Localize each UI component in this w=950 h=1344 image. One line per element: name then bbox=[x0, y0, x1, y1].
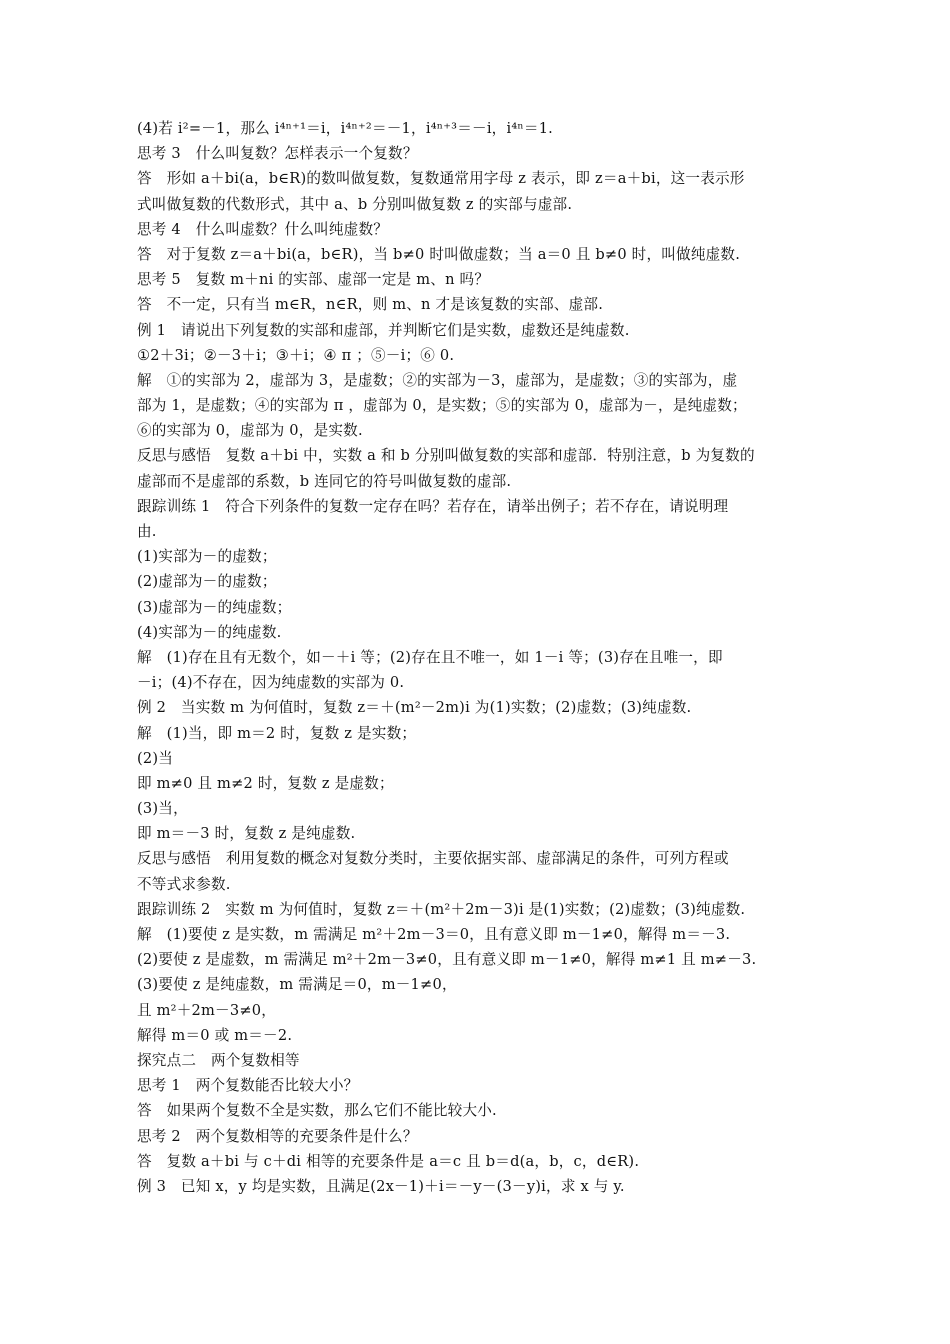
text-line: 部为 1，是虚数；④的实部为 π ，虚部为 0，是实数；⑤的实部为 0，虚部为－，是纯虚数； bbox=[137, 397, 747, 415]
text-line: 即 m≠0 且 m≠2 时，复数 z 是虚数； bbox=[137, 774, 394, 792]
text-line: 式叫做复数的代数形式，其中 a、b 分别叫做复数 z 的实部与虚部. bbox=[137, 195, 573, 213]
text-line: (4)实部为－的纯虚数. bbox=[137, 623, 282, 641]
text-line: (4)若 i²=－1，那么 i⁴ⁿ⁺¹＝i，i⁴ⁿ⁺²＝－1，i⁴ⁿ⁺³＝－i，i⁴ⁿ＝1. bbox=[137, 120, 554, 137]
text-line: 答 形如 a＋bi(a，b∈R)的数叫做复数，复数通常用字母 z 表示，即 z＝a＋bi，这一表示形 bbox=[137, 170, 745, 188]
text-line: (2)要使 z 是虚数，m 需满足 m²＋2m－3≠0，且有意义即 m－1≠0，解得 m≠1 且 m≠－3. bbox=[137, 951, 757, 969]
text-line: 思考 2 两个复数相等的充要条件是什么？ bbox=[137, 1127, 418, 1145]
text-line: 思考 5 复数 m＋ni 的实部、虚部一定是 m、n 吗？ bbox=[137, 271, 490, 289]
text-line: (3)虚部为－的纯虚数； bbox=[137, 598, 292, 616]
text-line: 例 3 已知 x，y 均是实数，且满足(2x－1)＋i＝－y－(3－y)i，求 x 与 y. bbox=[137, 1177, 625, 1195]
text-line: (1)实部为－的虚数； bbox=[137, 548, 277, 566]
text-line: 答 对于复数 z＝a＋bi(a，b∈R)，当 b≠0 时叫做虚数；当 a＝0 且 b≠0 时，叫做纯虚数. bbox=[137, 245, 741, 263]
text-line: 思考 4 什么叫虚数？什么叫纯虚数？ bbox=[137, 220, 389, 238]
text-line: 答 复数 a＋bi 与 c＋di 相等的充要条件是 a＝c 且 b＝d(a，b，c，d∈R). bbox=[137, 1152, 640, 1170]
text-line: 答 如果两个复数不全是实数，那么它们不能比较大小. bbox=[137, 1102, 497, 1120]
text-line: 解得 m＝0 或 m＝－2. bbox=[137, 1026, 293, 1044]
text-line: (2)当 bbox=[137, 749, 174, 767]
text-line: 由. bbox=[137, 523, 157, 540]
text-line: 虚部而不是虚部的系数，b 连同它的符号叫做复数的虚部. bbox=[137, 472, 512, 490]
text-line: 例 2 当实数 m 为何值时，复数 z＝＋(m²－2m)i 为(1)实数；(2)虚数；(3)纯虚数. bbox=[137, 699, 692, 717]
text-line: ①2＋3i；②－3＋i；③＋i；④ π ；⑤－i；⑥ 0. bbox=[137, 346, 455, 364]
text-line: 解 (1)要使 z 是实数，m 需满足 m²＋2m－3＝0，且有意义即 m－1≠0，解得 m＝－3. bbox=[137, 926, 731, 943]
text-line: 解 ①的实部为 2，虚部为 3，是虚数；②的实部为－3，虚部为，是虚数；③的实部为，虚 bbox=[137, 371, 738, 389]
text-line: 跟踪训练 1 符合下列条件的复数一定存在吗？若存在，请举出例子；若不存在，请说明理 bbox=[137, 497, 729, 515]
text-line: 且 m²＋2m－3≠0， bbox=[137, 1001, 277, 1019]
text-line: 即 m＝－3 时，复数 z 是纯虚数. bbox=[137, 825, 356, 843]
text-line: 探究点二 两个复数相等 bbox=[137, 1051, 300, 1069]
text-line: 反思与感悟 复数 a＋bi 中，实数 a 和 b 分别叫做复数的实部和虚部．特别注意，b 为复数的 bbox=[137, 447, 755, 465]
text-line: 答 不一定，只有当 m∈R，n∈R，则 m、n 才是该复数的实部、虚部. bbox=[137, 296, 604, 314]
text-line: 不等式求参数. bbox=[137, 875, 231, 893]
text-line: 思考 1 两个复数能否比较大小？ bbox=[137, 1077, 359, 1095]
text-line: 思考 3 什么叫复数？怎样表示一个复数？ bbox=[137, 145, 418, 163]
text-line: 解 (1)存在且有无数个，如－＋i 等；(2)存在且不唯一，如 1－i 等；(3)存在且唯一，即 bbox=[137, 648, 723, 666]
text-line: (3)要使 z 是纯虚数，m 需满足＝0，m－1≠0， bbox=[137, 976, 457, 994]
text-line: ⑥的实部为 0，虚部为 0，是实数. bbox=[137, 422, 363, 440]
text-line: －i；(4)不存在，因为纯虚数的实部为 0. bbox=[137, 674, 405, 692]
text-line: 跟踪训练 2 实数 m 为何值时，复数 z＝＋(m²＋2m－3)i 是(1)实数；(2)虚数；(3)纯虚数. bbox=[137, 900, 746, 918]
document-page bbox=[137, 116, 817, 1199]
text-line: 反思与感悟 利用复数的概念对复数分类时，主要依据实部、虚部满足的条件，可列方程或 bbox=[137, 850, 729, 868]
text-line: (2)虚部为－的虚数； bbox=[137, 573, 277, 591]
text-line: (3)当， bbox=[137, 800, 188, 818]
text-line: 例 1 请说出下列复数的实部和虚部，并判断它们是实数，虚数还是纯虚数. bbox=[137, 321, 630, 339]
text-line: 解 (1)当，即 m＝2 时，复数 z 是实数； bbox=[137, 724, 417, 742]
